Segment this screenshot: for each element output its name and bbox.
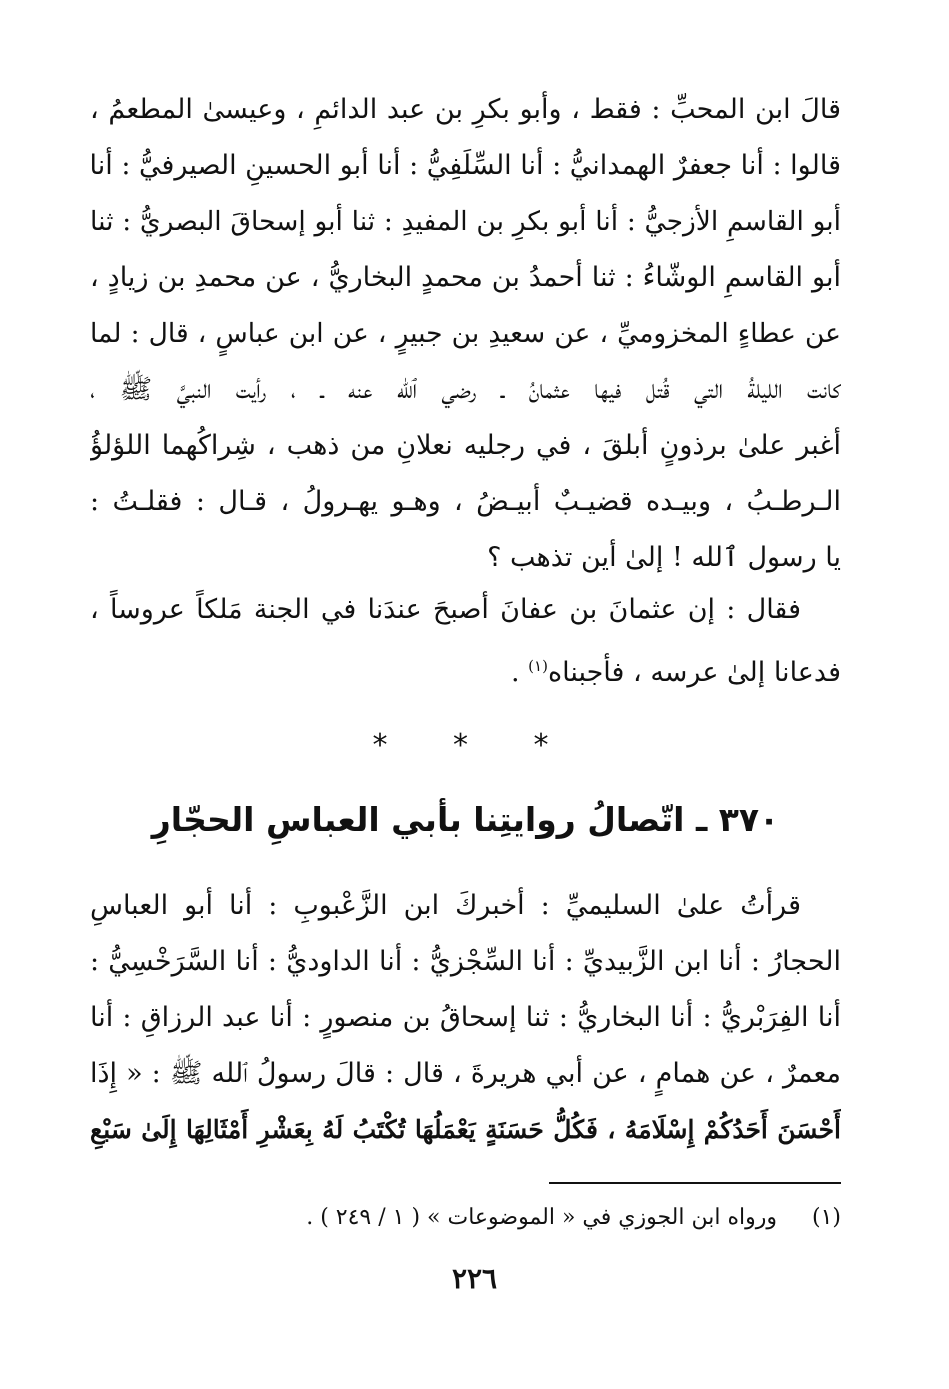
page-number: ٢٢٦ — [451, 1262, 498, 1295]
text-line: أبو القاسمِ الوشّاءُ : ثنا أحمدُ بن محمدٍ البخاريُّ ، عن محمدِ بن زيادٍ ، — [90, 262, 841, 293]
section-heading: ٣٧٠ ـ اتّصالُ روايتِنا بأبي العباسِ الحجّارِ — [151, 800, 780, 839]
text-line: قالوا : أنا جعفرٌ الهمدانيُّ : أنا السِّلَفِيُّ : أنا أبو الحسينِ الصيرفيُّ : أنا — [90, 150, 841, 181]
footnote — [90, 1205, 841, 1230]
text-line — [90, 638, 841, 694]
text-line: قالَ ابن المحبِّ : فقط ، وأبو بكرِ بن عبد الدائمِ ، وعيسىٰ المطعمُ ، — [90, 94, 841, 125]
section-separator: * * * — [372, 728, 577, 763]
footnote-divider — [549, 1182, 841, 1184]
text-line: الـرطـبُ ، وبيـده قضيـبٌ أبيـضُ ، وهـو يهـرولُ ، قـال : فقلـتُ : — [90, 486, 841, 517]
text-line: فقال : إن عثمانَ بن عفانَ أصبحَ عندَنا في الجنة مَلكاً عروساً ، — [90, 594, 801, 625]
footnote-number: (١) — [811, 1205, 841, 1230]
text-line: قرأتُ علىٰ السليميِّ : أخبركَ ابن الزَّعْبوبِ : أنا أبو العباسِ — [90, 890, 801, 921]
text-fragment: فدعانا إلىٰ عرسه ، فأجبناه — [547, 657, 841, 688]
text-line: أنا الفِرَبْريُّ : أنا البخاريُّ : ثنا إسحاقُ بن منصورٍ : أنا عبد الرزاقِ : أنا — [90, 1002, 841, 1033]
text-line: يا رسول ٱلله ! إلىٰ أين تذهب ؟ — [487, 542, 841, 573]
text-fragment: . — [511, 657, 529, 688]
text-line: معمرٌ ، عن همامٍ ، عن أبي هريرةَ ، قال : قالَ رسولُ ٱلله ﷺ : « إِذَا — [90, 1058, 841, 1089]
text-line: أغبر علىٰ برذونٍ أبلقَ ، في رجليه نعلانِ من ذهب ، شِراكُهما اللؤلؤُ — [90, 430, 841, 461]
paragraph-hadith-1 — [90, 582, 841, 694]
paragraph-isnad-1 — [90, 82, 841, 586]
text-line: أبو القاسمِ الأزجيُّ : أنا أبو بكرِ بن المفيدِ : ثنا أبو إسحاقَ البصريُّ : ثنا — [90, 206, 841, 237]
text-line: كانت الليلةُ التي قُتل فيها عثمانُ ـ رضي ٱلله عنه ـ ، رأيت النبيَّ ﷺ ، — [90, 374, 841, 405]
text-line: عن عطاءٍ المخزوميِّ ، عن سعيدِ بن جبيرٍ ، عن ابن عباسٍ ، قال : لما — [90, 318, 841, 349]
hadith-text-line: أَحْسَنَ أَحَدُكُمْ إِسْلَامَهُ ، فَكُلُّ حَسَنَةٍ يَعْمَلُهَا تُكْتَبُ لَهُ بِعَشْرِ أَمْثَالِهَا إِلَىٰ سَبْعِ — [90, 1115, 841, 1144]
footnote-text: ورواه ابن الجوزي في « الموضوعات » ( ١ / ٢٤٩ ) . — [306, 1205, 777, 1230]
text-line: الحجارُ : أنا ابن الزَّبيديِّ : أنا السِّجْزيُّ : أنا الداوديُّ : أنا السَّرَخْسِيُّ : — [90, 946, 841, 977]
paragraph-isnad-2 — [90, 878, 841, 1158]
footnote-reference: (١) — [528, 657, 548, 675]
